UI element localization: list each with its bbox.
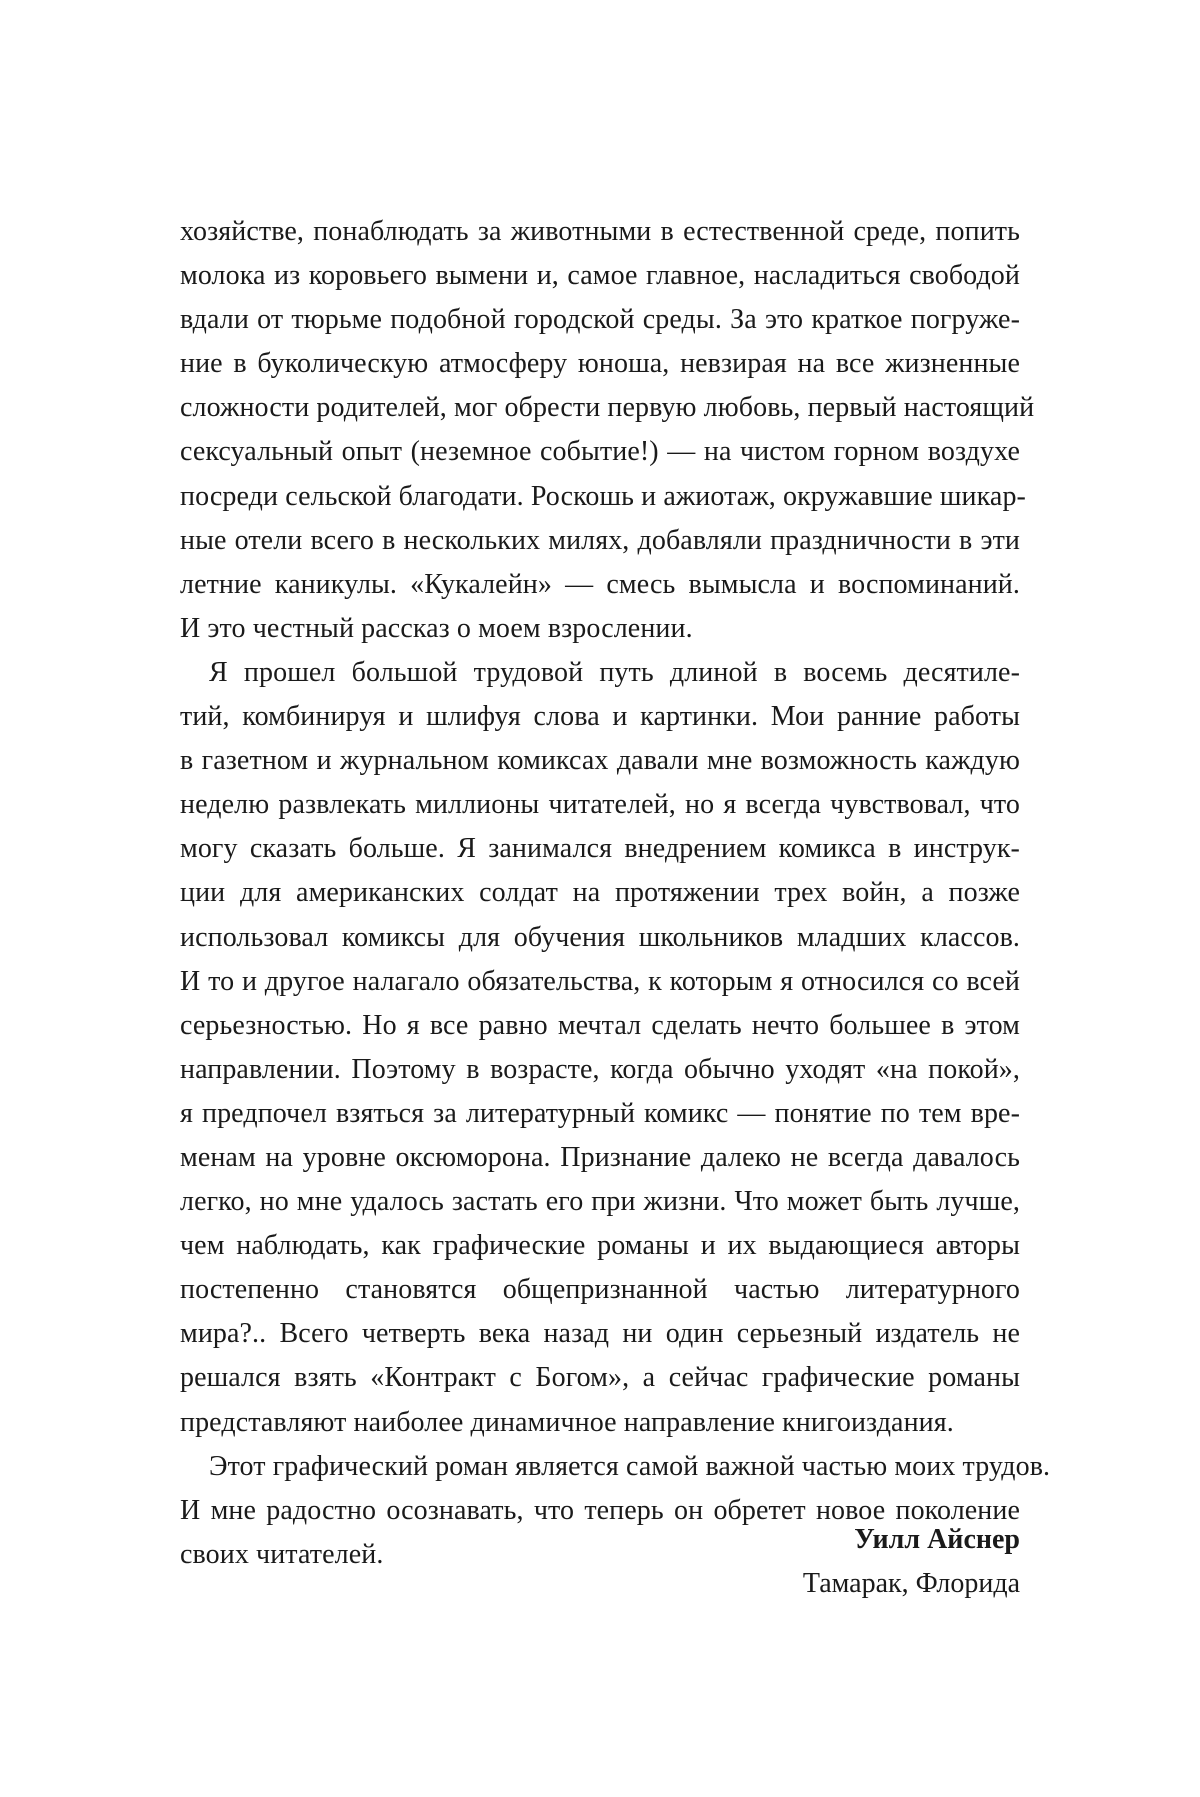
- text-line: серьезностью. Но я все равно мечтал сделать нечто большее в этом: [180, 1009, 1020, 1041]
- text-line: использовал комиксы для обучения школьников младших классов.: [180, 921, 1020, 953]
- text-line: мира?.. Всего четверть века назад ни один серьезный издатель не: [180, 1318, 1020, 1350]
- text-line: Я прошел большой трудовой путь длиной в восемь десятиле-: [209, 656, 1020, 688]
- text-line: могу сказать больше. Я занимался внедрением комикса в инструк-: [180, 833, 1020, 865]
- text-line: вдали от тюрьме подобной городской среды. За это краткое погруже-: [180, 304, 1020, 336]
- text-line: ние в буколическую атмосферу юноша, невзирая на все жизненные: [180, 348, 1020, 380]
- text-line: чем наблюдать, как графические романы и их выдающиеся авторы: [180, 1230, 1020, 1262]
- paragraph-1: [180, 210, 1035, 651]
- text-line: в газетном и журнальном комиксах давали мне возможность каждую: [180, 745, 1020, 777]
- text-line: И это честный рассказ о моем взрослении.: [180, 612, 693, 644]
- text-line: представляют наиболее динамичное направление книгоиздания.: [180, 1406, 954, 1438]
- text-line: сексуальный опыт (неземное событие!) — на чистом горном воздухе: [180, 436, 1020, 468]
- text-line: сложности родителей, мог обрести первую любовь, первый настоящий: [180, 392, 1035, 424]
- text-line: хозяйстве, понаблюдать за животными в естественной среде, попить: [180, 216, 1020, 247]
- text-line: посреди сельской благодати. Роскошь и ажиотаж, окружавшие шикар-: [180, 480, 1026, 512]
- text-line: я предпочел взяться за литературный комикс — понятие по тем вре-: [180, 1097, 1020, 1129]
- text-line: решался взять «Контракт с Богом», а сейчас графические романы: [180, 1362, 1020, 1394]
- text-line: летние каникулы. «Кукалейн» — смесь вымысла и воспоминаний.: [180, 568, 1020, 600]
- text-line: тий, комбинируя и шлифуя слова и картинки. Мои ранние работы: [180, 701, 1020, 733]
- body-text: [180, 210, 1051, 1577]
- text-line: И мне радостно осознавать, что теперь он обретет новое поколение: [180, 1494, 1020, 1526]
- text-line: легко, но мне удалось застать его при жизни. Что может быть лучше,: [180, 1186, 1020, 1218]
- text-line: направлении. Поэтому в возрасте, когда обычно уходят «на покой»,: [180, 1053, 1020, 1085]
- author-location: Тамарак, Флорида: [802, 1568, 1020, 1599]
- text-line: Этот графический роман является самой важной частью моих трудов.: [209, 1450, 1051, 1482]
- text-line: И то и другое налагало обязательства, к которым я относился со всей: [180, 965, 1020, 997]
- text-line: ные отели всего в нескольких милях, добавляли праздничности в эти: [180, 524, 1020, 556]
- author-name: Уилл Айснер: [854, 1524, 1020, 1555]
- text-line: молока из коровьего вымени и, самое главное, насладиться свободой: [180, 260, 1020, 292]
- paragraph-2: [180, 651, 1020, 1445]
- text-line: постепенно становятся общепризнанной частью литературного: [180, 1274, 1020, 1306]
- text-line: своих читателей.: [180, 1538, 384, 1570]
- signature-block: [803, 1518, 1020, 1606]
- text-line: менам на уровне оксюморона. Признание далеко не всегда давалось: [180, 1141, 1020, 1173]
- text-line: ции для американских солдат на протяжении трех войн, а позже: [180, 877, 1020, 909]
- text-line: неделю развлекать миллионы читателей, но я всегда чувствовал, что: [180, 789, 1020, 821]
